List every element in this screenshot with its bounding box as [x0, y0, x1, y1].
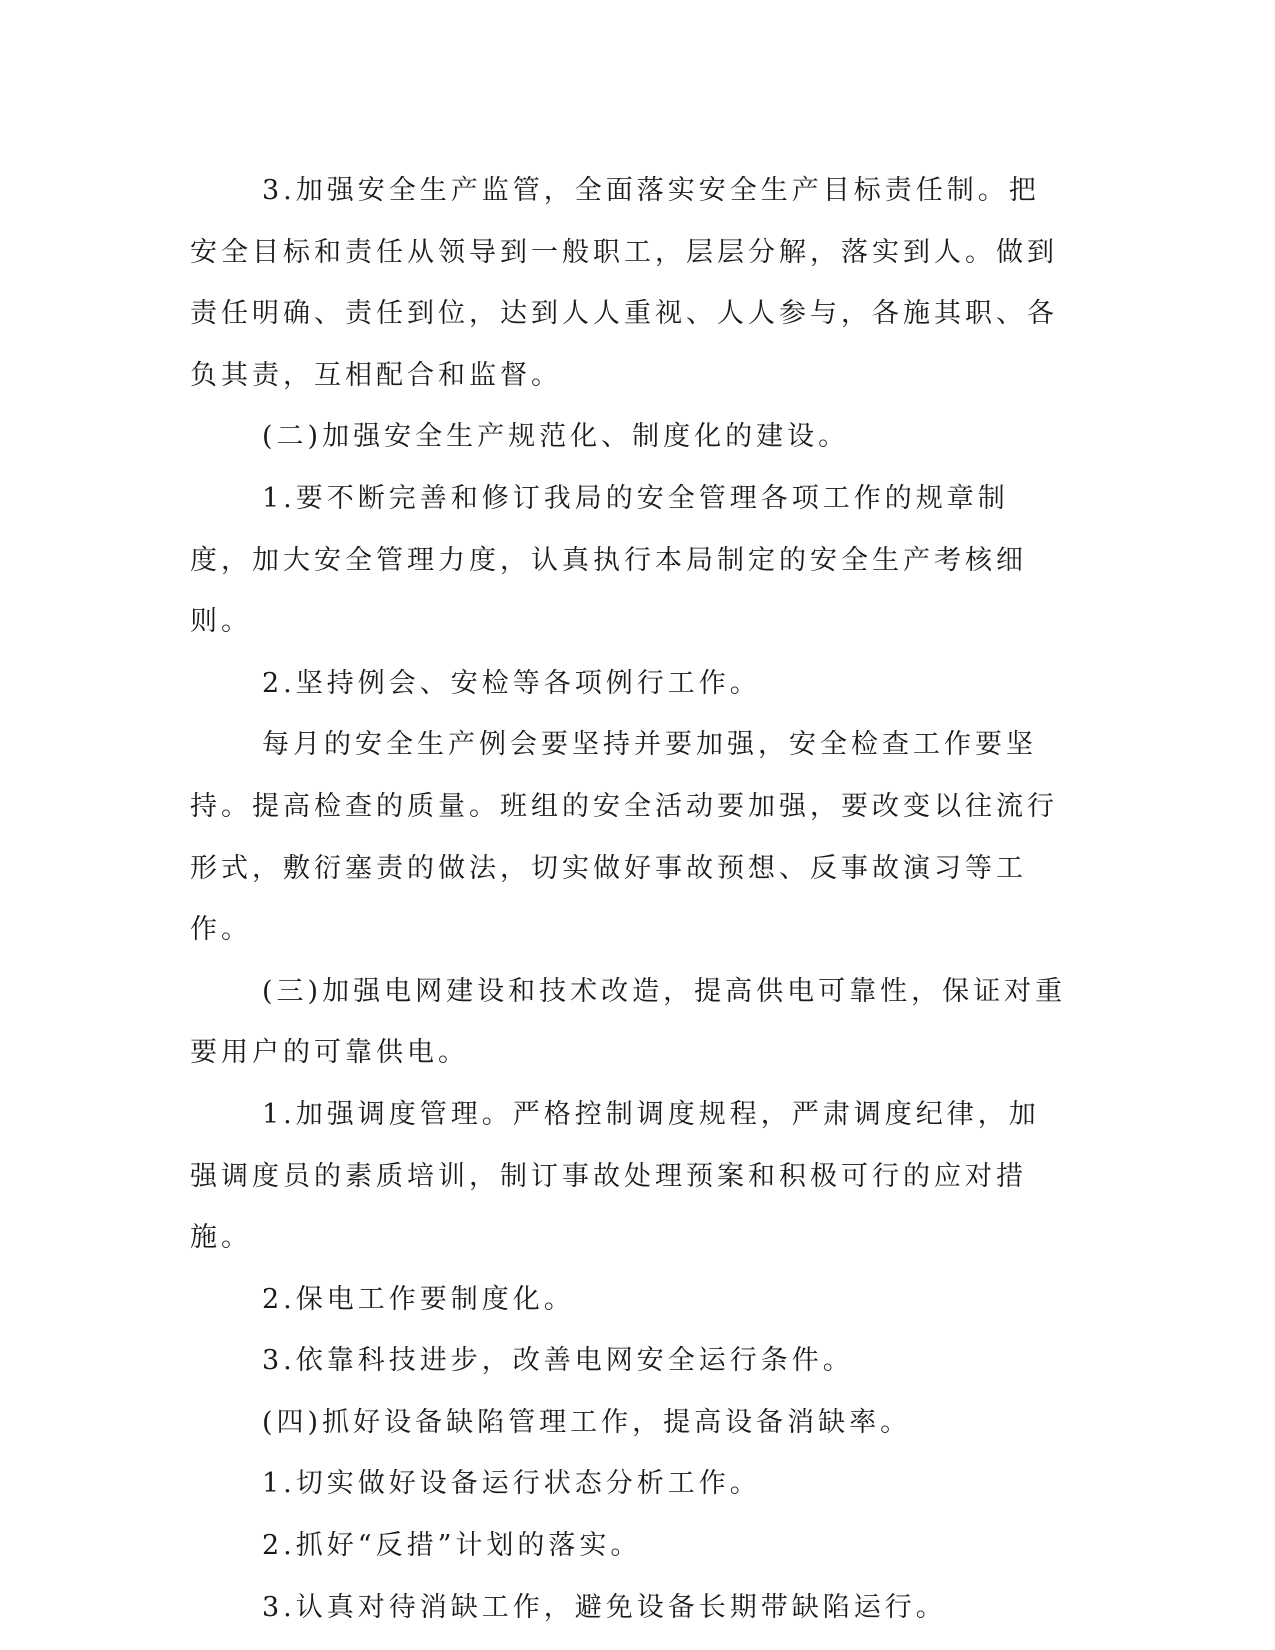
heading-section-4: (四)抓好设备缺陷管理工作，提高设备消缺率。 — [262, 1406, 912, 1438]
paragraph-defect-elimination: 3.认真对待消缺工作，避免设备长期带缺陷运行。 — [262, 1591, 947, 1623]
paragraph-dispatch-management: 1.加强调度管理。严格控制调度规程，严肃调度纪律，加强调度员的素质培训，制订事故处理预案和积极可行的应对措施。 — [190, 1098, 1040, 1254]
paragraph-power-protection: 2.保电工作要制度化。 — [262, 1283, 575, 1315]
paragraph-status-analysis: 1.切实做好设备运行状态分析工作。 — [262, 1468, 761, 1500]
paragraph-safety-supervision: 3.加强安全生产监管，全面落实安全生产目标责任制。把安全目标和责任从领导到一般职工，层层分解，落实到人。做到责任明确、责任到位，达到人人重视、人人参与，各施其职、各负其责，互相配合和监督。 — [190, 175, 1058, 391]
paragraph-countermeasures: 2.抓好“反措”计划的落实。 — [262, 1530, 642, 1562]
heading-section-3: (三)加强电网建设和技术改造，提高供电可靠性，保证对重要用户的可靠供电。 — [190, 975, 1067, 1069]
paragraph-routine-meetings: 2.坚持例会、安检等各项例行工作。 — [262, 667, 761, 699]
paragraph-monthly-meetings: 每月的安全生产例会要坚持并要加强，安全检查工作要坚持。提高检查的质量。班组的安全活动要加强，要改变以往流行形式，敷衍塞责的做法，切实做好事故预想、反事故演习等工作。 — [190, 729, 1058, 946]
heading-section-2: (二)加强安全生产规范化、制度化的建设。 — [262, 421, 850, 453]
document-body — [190, 160, 1070, 1638]
paragraph-rules-revision: 1.要不断完善和修订我局的安全管理各项工作的规章制度，加大安全管理力度，认真执行本局制定的安全生产考核细则。 — [190, 482, 1027, 638]
paragraph-technology: 3.依靠科技进步，改善电网安全运行条件。 — [262, 1345, 854, 1377]
